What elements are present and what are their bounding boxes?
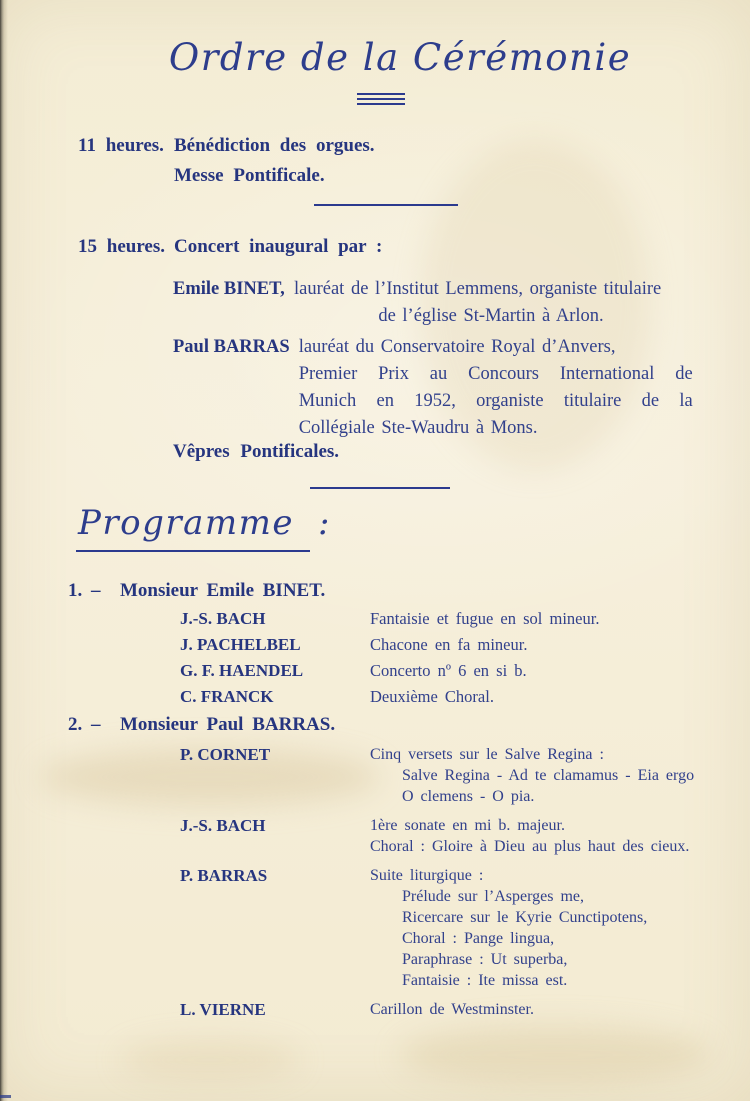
- programme-item: [180, 658, 720, 684]
- composer-name: P. CORNET: [180, 745, 271, 764]
- piece-title: 1ère sonate en mi b. majeur.: [370, 817, 565, 834]
- performer-name: Paul BARRAS: [173, 337, 290, 357]
- piece-subtitle: Fantaisie : Ite missa est.: [402, 972, 568, 989]
- programme-item: [180, 632, 720, 658]
- programme-item: [180, 606, 720, 632]
- paper-bleedthrough-smudge: [400, 1025, 710, 1085]
- piece-title: Chacone en fa mineur.: [370, 635, 528, 654]
- performer-name: Emile BINET,: [173, 279, 285, 299]
- piece-lines: [370, 744, 694, 807]
- piece-title: Suite liturgique :: [370, 867, 484, 884]
- composer-name: C. FRANCK: [180, 687, 274, 706]
- piece-title: Choral : Gloire à Dieu au plus haut des cieux.: [370, 838, 690, 855]
- piece-title: Concerto nº 6 en si b.: [370, 661, 527, 680]
- composer-name: J.-S. BACH: [180, 816, 266, 835]
- schedule-event-line: Concert inaugural par :: [174, 236, 383, 257]
- schedule-event-line: Messe Pontificale.: [174, 165, 325, 186]
- piece-subtitle: Prélude sur l’Asperges me,: [402, 888, 584, 905]
- performer-description-line: Premier Prix au Concours International de: [298, 364, 693, 384]
- performer-description: [294, 276, 688, 330]
- programme-heading-colon: :: [318, 503, 331, 543]
- piece-title: Carillon de Westminster.: [370, 1001, 534, 1018]
- programme-item: [180, 744, 730, 807]
- programme-section-1-title: [68, 580, 325, 602]
- piece-lines: [370, 815, 689, 857]
- piece-subtitle: Choral : Pange lingua,: [402, 930, 555, 947]
- programme-item: [180, 999, 730, 1020]
- programme-section-2-items: [180, 744, 730, 1028]
- piece-subtitle: Paraphrase : Ut superba,: [402, 951, 568, 968]
- composer-name: J. PACHELBEL: [180, 635, 301, 654]
- composer-name: G. F. HAENDEL: [180, 661, 304, 680]
- section-title-text: Monsieur Paul BARRAS.: [120, 714, 336, 735]
- closing-event: Vêpres Pontificales.: [173, 441, 340, 462]
- programme-section-2-title: [68, 714, 335, 736]
- schedule-time: 11 heures.: [78, 135, 164, 156]
- schedule-events: [174, 131, 375, 191]
- composer-name: J.-S. BACH: [180, 609, 266, 628]
- performer-barras: [173, 334, 693, 442]
- schedule-item-11h: [78, 131, 375, 191]
- section-number: 1. –: [68, 580, 101, 601]
- section-divider-rule: [310, 487, 450, 489]
- programme-section-1-items: [180, 606, 720, 710]
- piece-subtitle: O clemens - O pia.: [402, 788, 535, 805]
- performer-description-line: lauréat du Conservatoire Royal d’Anvers,: [298, 337, 616, 357]
- triple-rule-divider: [357, 93, 405, 108]
- section-title-text: Monsieur Emile BINET.: [120, 580, 326, 601]
- piece-subtitle: Ricercare sur le Kyrie Cunctipotens,: [402, 909, 648, 926]
- piece-lines: [370, 999, 534, 1020]
- scan-corner-mark: [0, 1095, 11, 1098]
- piece-title: Deuxième Choral.: [370, 687, 494, 706]
- piece-title: Cinq versets sur le Salve Regina :: [370, 746, 604, 763]
- piece-title: Fantaisie et fugue en sol mineur.: [370, 609, 600, 628]
- performer-description-line: lauréat de l’Institut Lemmens, organiste titulaire: [294, 279, 662, 299]
- section-divider-rule: [314, 204, 458, 206]
- programme-item: [180, 865, 730, 991]
- programme-heading-word: Programme: [76, 503, 310, 552]
- composer-name: L. VIERNE: [180, 1000, 266, 1019]
- programme-item: [180, 684, 720, 710]
- piece-lines: [370, 865, 647, 991]
- programme-item: [180, 815, 730, 857]
- paper-bleedthrough-smudge: [120, 1040, 300, 1080]
- performer-binet: [173, 276, 688, 330]
- scan-edge-shadow: [0, 0, 8, 1101]
- piece-subtitle: Salve Regina - Ad te clamamus - Eia ergo: [402, 767, 695, 784]
- performer-description-line: Munich en 1952, organiste titulaire de la: [298, 391, 693, 411]
- performer-description: [299, 334, 693, 442]
- composer-name: P. BARRAS: [180, 866, 268, 885]
- page-title: Ordre de la Cérémonie: [168, 36, 632, 79]
- performer-description-line: de l’église St-Martin à Arlon.: [378, 306, 604, 326]
- section-number: 2. –: [68, 714, 101, 735]
- schedule-item-15h: [78, 232, 382, 262]
- schedule-time: 15 heures.: [78, 236, 165, 257]
- schedule-events: [174, 232, 382, 262]
- programme-heading: [76, 503, 331, 552]
- performer-description-line: Collégiale Ste-Waudru à Mons.: [298, 418, 538, 438]
- schedule-event-line: Bénédiction des orgues.: [174, 135, 375, 156]
